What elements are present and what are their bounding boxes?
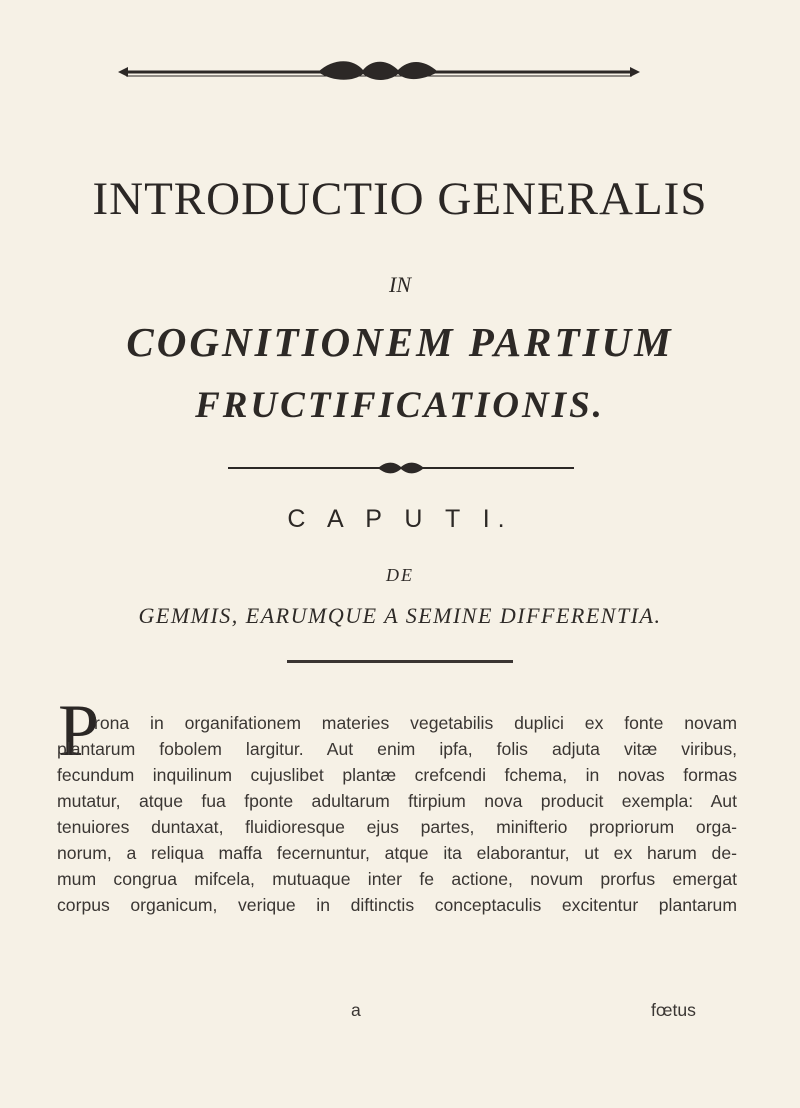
- drop-cap: P: [58, 690, 100, 772]
- body-line: mutatur, atque fua fponte adultarum ftirpium nova producit exempla: Aut: [57, 791, 737, 811]
- subtitle-line-2: FRUCTIFICATIONIS.: [195, 385, 605, 426]
- title-preposition: IN: [389, 272, 411, 297]
- chapter-heading: C A P U T I.: [287, 505, 513, 533]
- signature-mark: a: [351, 1000, 361, 1020]
- body-line: corpus organicum, verique in diftinctis conceptaculis excitentur plantarum: [57, 895, 737, 915]
- middle-ornament-rule: [228, 460, 574, 476]
- chapter-preposition: DE: [386, 565, 414, 585]
- main-title: INTRODUCTIO GENERALIS: [92, 173, 708, 225]
- body-line: plantarum fobolem largitur. Aut enim ipfa, folis adjuta vitæ viribus,: [57, 739, 737, 759]
- chapter-title: GEMMIS, EARUMQUE A SEMINE DIFFERENTIA.: [138, 603, 662, 628]
- section-rule: [287, 660, 513, 663]
- body-line: fecundum inquilinum cujuslibet plantæ crefcendi fchema, in novas formas: [57, 765, 737, 785]
- body-line: mum congrua mifcela, mutuaque inter fe actione, novum prorfus emergat: [57, 869, 737, 889]
- body-line: rona in organifationem materies vegetabilis duplici ex fonte novam: [94, 713, 737, 733]
- catchword: fœtus: [651, 1000, 696, 1020]
- top-ornament-rule: [118, 58, 640, 84]
- body-line: norum, a reliqua maffa fecernuntur, atque ita elaborantur, ut ex harum de-: [57, 843, 737, 863]
- subtitle-line-1: COGNITIONEM PARTIUM: [126, 319, 674, 365]
- body-line: tenuiores duntaxat, fluidioresque ejus partes, minifterio propriorum orga-: [57, 817, 737, 837]
- body-paragraph: [57, 710, 737, 918]
